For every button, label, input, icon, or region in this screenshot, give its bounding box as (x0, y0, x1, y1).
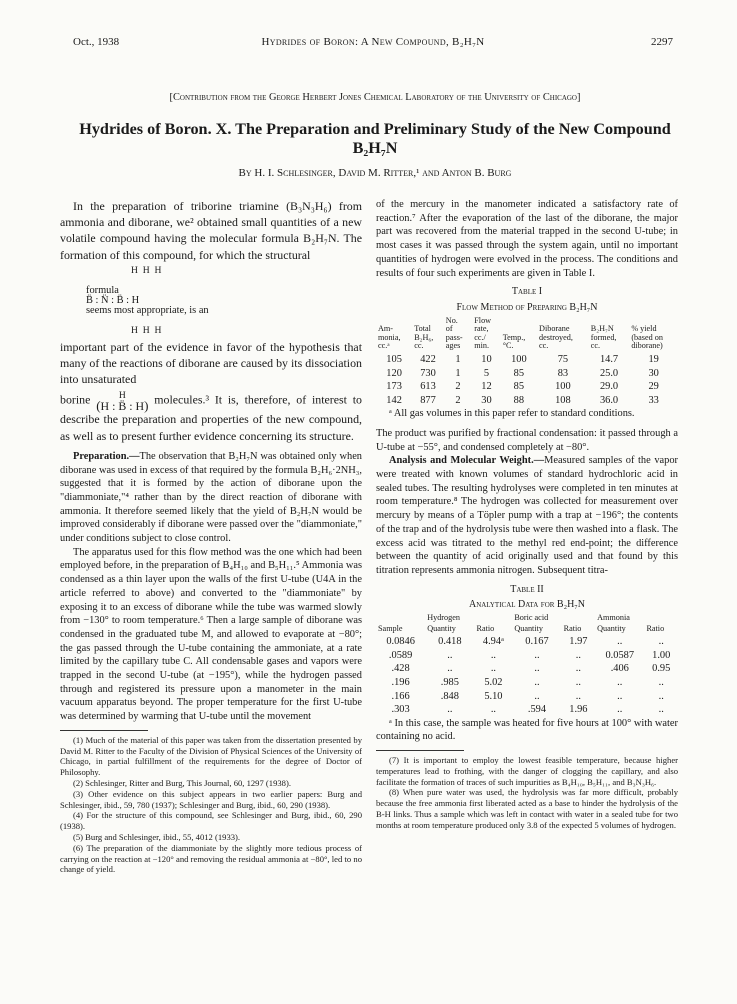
table2-cell: .. (658, 677, 664, 689)
table-row (376, 676, 678, 690)
table-row (376, 394, 678, 408)
purification-paragraph: The product was purified by fractional condensation: it passed through a U-tube at −55°, and condensed completely at −80°. (376, 427, 678, 453)
table1-cell: 25.0 (599, 367, 619, 379)
preparation-paragraph (60, 450, 362, 546)
table1-caption: Flow Method of Preparing B₂H₇N (456, 301, 598, 313)
table2-cell: .303 (391, 704, 410, 716)
table2-cell: .. (534, 677, 540, 689)
footnote-rule (60, 730, 148, 731)
table1-header-cell: No. of pass- ages (445, 315, 463, 351)
table2-cell: 0.0587 (605, 649, 635, 661)
formula-top-row: H H H (131, 264, 162, 276)
right-column (376, 198, 678, 831)
structural-formula (73, 266, 362, 336)
table1-cell: 2 (455, 381, 461, 393)
table2-cell: .. (617, 636, 623, 648)
table-row (376, 649, 678, 663)
table2-cell: .. (617, 704, 623, 716)
footnote-7: (7) It is important to employ the lowest feasible temperature, because higher temperatures lead to frothing, with the danger of clogging the capillary, and also facilitate the formation of traces of such impurities as B₄H₁₀, B₅H₁₁, and B₃N₃H₆. (376, 755, 678, 787)
table1-cell: 10 (481, 354, 492, 365)
table2-cell: .196 (391, 677, 410, 689)
table1-header-cell: Total B₂H₆, cc. (414, 324, 434, 351)
table-row (376, 662, 678, 676)
borine-main: H : B̈ : H (100, 399, 145, 414)
continuation-paragraph: of the mercury in the manometer indicated a satisfactory rate of reaction.⁷ After the evaporation of the last of the diborane, the major part was recovered from the material trapped in the second U-tube; in most cases it was passed through the system again, until no important quantities of hydrogen were evolved in the process. The conditions and results of four such experiments are given in Table I. (376, 199, 678, 279)
table1-cell: 730 (420, 367, 436, 379)
table2-header-cell: Ratio (646, 623, 665, 633)
table2-cell: .848 (440, 690, 459, 702)
table2-cell: 1.96 (569, 704, 588, 716)
table1-cell: 2 (455, 394, 461, 406)
table1-cell: 173 (386, 381, 402, 393)
table1-cell: 85 (513, 367, 525, 379)
table2-cell: 0.167 (525, 636, 549, 648)
formula-label: formula (85, 284, 119, 296)
footnote-3: (3) Other evidence on this subject appears in two earlier papers: Burg and Schlesinger, ibid., 59, 780 (1937); Schlesinger and Burg, ibid., 60, 290 (1938). (60, 788, 362, 810)
table2-header-cell: Sample (378, 623, 403, 633)
table1-header-row (376, 317, 678, 353)
table1-header-cell: Am- monia, cc.ᵃ (378, 324, 401, 351)
table-1 (376, 317, 678, 408)
header-date: Oct., 1938 (73, 36, 120, 48)
table2-cell: .. (575, 663, 581, 675)
table2-header-cell: Quantity (427, 623, 456, 633)
table1-footnote: ᵃ All gas volumes in this paper refer to standard conditions. (389, 408, 635, 420)
table2-cell: 0.418 (438, 636, 462, 648)
table1-cell: 83 (557, 367, 569, 379)
table2-header-cell: Quantity (597, 623, 626, 633)
table1-cell: 29 (648, 381, 659, 393)
page-number: 2297 (651, 36, 673, 48)
table1-cell: 877 (420, 394, 436, 406)
table-row (376, 380, 678, 394)
footnote-5: (5) Burg and Schlesinger, ibid., 55, 4012 (1933). (73, 832, 241, 843)
apparatus-paragraph: The apparatus used for this flow method was the one which had been employed before, in the preparation of B₄H₁₀ and B₅H₁₁.⁵ Ammonia was condensed as a thin layer upon the walls of the first U-tube (U4A in the article referred to above) and converted to the "diammoniate" by exposing it to an excess of diborane while the tube was warmed slowly from −130° to room temperature.⁶ Then a large sample of diborane was condensed in the graduated tube M, and allowed to evaporate at −80°; the gas passed through the U-tube containing the ammoniate, at a rate limited by the capillary tube C. All condensable gases and vapors were trapped in the second U-tube (at −195°), while the hydrogen passed through and registered its pressure upon a manometer in the main vacuum apparatus beyond. The proper temperature for the first U-tube was determined by warming that U-tube until the movement (60, 546, 362, 723)
table1-cell: 14.7 (599, 354, 619, 365)
table1-header-cell: B₂H₇N formed, cc. (590, 324, 617, 351)
table2-header-cell: Ratio (476, 623, 495, 633)
preparation-text: The observation that B₂H₇N was obtained only when diborane was used in excess of that required by the formula B₂H₆·2NH₃, suggested that it is formed by the action of diborane upon the "diammoniate,"⁴ rather than by the direct reaction of diborane with ammonia. It therefore seemed likely that the yield of B₂H₇N would be improved considerably if diborane were passed over the "diammoniate," under conditions subject to close control. (60, 450, 362, 545)
formula-tail: seems most appropriate, is an (85, 304, 209, 316)
table1-cell: 75 (557, 354, 569, 365)
borine-tail: molecules.³ It is, therefore, of interest to describe the preparation and properties of the new compound, as well as to present further evidence concerning its structure. (60, 393, 362, 443)
table2-cell: 5.02 (484, 677, 503, 689)
table1-cell: 88 (513, 394, 525, 406)
table2-cell: .. (534, 663, 540, 675)
preparation-heading: Preparation.— (73, 450, 140, 462)
table-row (376, 703, 678, 717)
table1-cell: 30 (481, 394, 492, 406)
table1-cell: 142 (386, 394, 402, 406)
table2-header-row (376, 625, 678, 636)
table2-group-ammonia: Ammonia (597, 613, 630, 623)
table1-cell: 33 (648, 394, 659, 406)
borine-formula-line (60, 391, 362, 443)
footnote-1: (1) Much of the material of this paper was taken from the dissertation presented by David M. Ritter to the Faculty of the Division of Physical Sciences of the University of Chicago, in partial fulfillment of the requirements for the degree of Doctor of Philosophy. (60, 734, 362, 778)
table2-cell: .. (617, 690, 623, 702)
table2-cell: .594 (527, 704, 547, 716)
footnote-8: (8) When pure water was used, the hydrolysis was far more difficult, probably because the free ammonia first liberated acted as a base to hinder the hydrolysis of the B-H links. Thus a sample which was left in contact with water in a sealed tube for two months at room temperature produced only 3.8 of the expected 5 volumes of hydrogen. (376, 787, 678, 830)
borine-formula: H (H : B̈ : H) (96, 390, 149, 414)
footnote-2: (2) Schlesinger, Ritter and Burg, This Journal, 60, 1297 (1938). (73, 778, 291, 789)
footnote-6: (6) The preparation of the diammoniate by the slightly more tedious process of carrying on the reaction at −120° and removing the residual ammonia at −80°, led to no change of yield. (60, 842, 362, 875)
table2-cell: .166 (391, 690, 410, 702)
table2-cell: .. (658, 636, 664, 648)
table1-cell: 100 (555, 381, 571, 393)
table1-header-cell: Flow rate, cc./ min. (474, 315, 492, 351)
table2-cell: .. (658, 690, 664, 702)
table2-cell: 5.10 (484, 690, 503, 702)
table1-header-cell: % yield (based on diborane) (631, 324, 663, 351)
table1-cell: 1 (455, 354, 461, 365)
table2-cell: .428 (391, 663, 410, 675)
analysis-paragraph (376, 454, 678, 577)
table2-cell: .. (575, 690, 581, 702)
table2-cell: .. (658, 704, 664, 716)
table2-cell: 4.94ᵃ (482, 636, 504, 648)
analysis-heading: Analysis and Molecular Weight.— (389, 455, 545, 467)
table1-cell: 613 (420, 381, 436, 393)
table2-cell: .. (490, 663, 497, 675)
table-row (376, 635, 678, 649)
table1-cell: 108 (555, 394, 571, 406)
article-title: Hydrides of Boron. X. The Preparation and Preliminary Study of the New Compound B₂H₇N (79, 120, 671, 157)
table2-header-cell: Quantity (514, 623, 543, 633)
footnote-4: (4) For the structure of this compound, see Schlesinger and Burg, ibid., 60, 290 (1938). (60, 810, 362, 832)
table1-cell: 422 (420, 354, 436, 365)
table2-cell: .. (617, 677, 623, 689)
table2-header-cell: Ratio (563, 623, 582, 633)
table1-cell: 100 (511, 354, 527, 365)
table2-cell: .0589 (388, 649, 413, 661)
table2-cell: .. (447, 663, 453, 675)
table-row (376, 353, 678, 367)
table1-body (376, 353, 678, 407)
right-footnotes (376, 755, 678, 831)
table-2 (376, 614, 678, 717)
table2-body (376, 635, 678, 717)
table2-group-boric: Boric acid (514, 613, 549, 623)
contribution-line: [Contribution from the George Herbert Jones Chemical Laboratory of the University of Chicago] (169, 92, 581, 103)
borine-top-h: H (118, 390, 126, 402)
table2-cell: .. (490, 649, 497, 661)
table1-cell: 85 (513, 381, 525, 393)
table2-cell: 1.97 (569, 636, 588, 648)
table2-label: Table II (510, 583, 544, 595)
table2-cell: .. (534, 649, 540, 661)
table2-cell: .. (490, 704, 497, 716)
table1-cell: 5 (483, 367, 490, 379)
borine-prefix: borine (60, 393, 91, 408)
formula-main: B̈ : N̈ : B̈ : H (85, 294, 140, 306)
analysis-text: Measured samples of the vapor were treated with known volumes of standard hydrochloric acid in sealed tubes. The resulting hydrolyses were completed in ten minutes at room temperature.⁸ The hydrogen was collected for measurement over mercury by means of a Töpler pump with a trap at −196°; the contents of the trap and of the hydrolysis tube were then washed into a flask. The excess acid was titrated to the methyl red end-point; the difference between the quantity of acid originally used and that found by this titration represents ammonia nitrogen. Subsequent titra- (376, 455, 679, 576)
table2-group-hydrogen: Hydrogen (427, 613, 460, 623)
table1-header-cell: Diborane destroyed, cc. (539, 324, 573, 351)
table1-cell: 19 (648, 354, 659, 365)
author-line: By H. I. Schlesinger, David M. Ritter,¹ and Anton B. Burg (238, 167, 512, 179)
table1-cell: 12 (481, 381, 492, 393)
table-row (376, 690, 678, 704)
table2-cell: .985 (440, 677, 459, 689)
table1-cell: 29.0 (599, 381, 619, 393)
table1-cell: 120 (386, 367, 402, 379)
table2-cell: 1.00 (652, 649, 671, 661)
table2-footnote: ᵃ In this case, the sample was heated for five hours at 100° with water containing no acid. (376, 717, 678, 743)
footnote-rule-right (376, 750, 464, 751)
table2-cell: .. (447, 649, 453, 661)
table1-header-cell: Temp., °C. (502, 332, 526, 351)
table2-cell: 0.0846 (386, 636, 415, 648)
table2-cell: .406 (610, 663, 629, 675)
left-column (60, 198, 362, 875)
table1-cell: 105 (386, 354, 402, 365)
table1-cell: 36.0 (599, 394, 619, 406)
table1-cell: 30 (648, 367, 659, 379)
header-title: Hydrides of Boron: A New Compound, B₂H₇N (261, 36, 485, 48)
table2-cell: .. (575, 677, 581, 689)
table2-cell: 0.95 (652, 663, 671, 675)
table2-cell: .. (534, 690, 540, 702)
table2-cell: .. (447, 704, 453, 716)
table-row (376, 367, 678, 381)
table2-caption: Analytical Data for B₂H₇N (468, 599, 586, 611)
intro-paragraph-part2: important part of the evidence in favor of the hypothesis that many of the reactions of diborane are caused by its dissociation into unsaturated (60, 339, 362, 387)
formula-bottom-row: H H H (131, 324, 162, 336)
table2-cell: .. (575, 649, 581, 661)
intro-paragraph-part1: In the preparation of triborine triamine (B₃N₃H₆) from ammonia and diborane, we² obtained small quantities of a new volatile compound having the molecular formula B₂H₇N. The formation of this compound, for which the structural (60, 199, 362, 262)
left-footnotes (60, 735, 362, 875)
table1-cell: 1 (455, 367, 461, 379)
table1-label: Table I (511, 286, 543, 298)
